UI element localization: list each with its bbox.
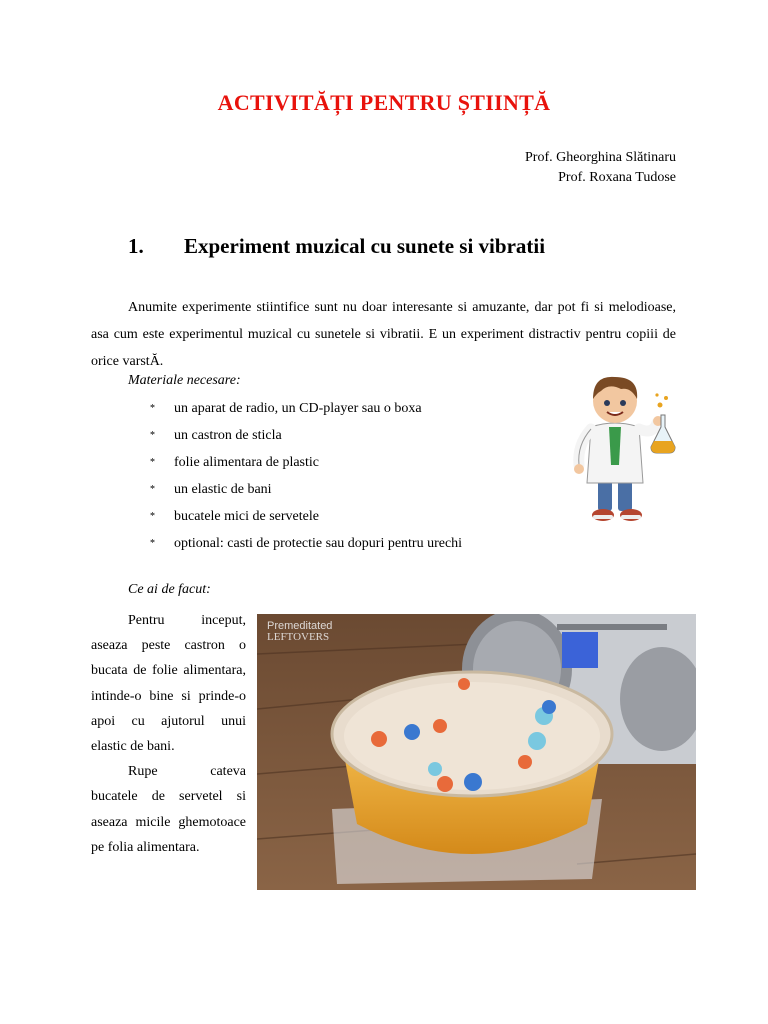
asterisk-bullet-icon: *: [150, 403, 155, 414]
list-item-text: bucatele mici de servetele: [174, 509, 319, 524]
asterisk-bullet-icon: *: [150, 484, 155, 495]
author-name: Prof. Gheorghina Slătinaru: [525, 150, 676, 165]
scientist-cartoon-illustration: [565, 365, 680, 525]
step-paragraph: Pentru inceput, aseaza peste castron o bucata de folie alimentara, intinde-o bine si prinde-o apoi cu ajutorul unui elastic de bani.: [91, 613, 246, 755]
asterisk-bullet-icon: *: [150, 457, 155, 468]
section-title: Experiment muzical cu sunete si vibratii: [184, 234, 546, 258]
author-name: Prof. Roxana Tudose: [558, 170, 676, 185]
list-item-text: un elastic de bani: [174, 482, 272, 497]
photo-watermark: Premeditated: [267, 620, 333, 632]
list-item: [150, 476, 462, 503]
steps-heading: Ce ai de facut:: [128, 582, 211, 597]
photo-watermark: LEFTOVERS: [267, 631, 330, 643]
materials-list: [150, 395, 462, 557]
list-item: [150, 503, 462, 530]
steps-text: [91, 608, 246, 860]
asterisk-bullet-icon: *: [150, 538, 155, 549]
list-item: [150, 449, 462, 476]
step-paragraph: Rupe cateva bucatele de servetel si aseaza micile ghemotoace pe folia alimentara.: [91, 764, 246, 855]
intro-paragraph: Anumite experimente stiintifice sunt nu doar interesante si amuzante, dar pot fi si melodioase, asa cum este experimentul muzical cu sunetele si vibratii. E un experiment distractiv pentru copiii de orice varstĂ.: [91, 300, 676, 369]
asterisk-bullet-icon: *: [150, 511, 155, 522]
page-title: ACTIVITĂȚI PENTRU ȘTIINȚĂ: [217, 90, 551, 115]
asterisk-bullet-icon: *: [150, 430, 155, 441]
list-item-text: un aparat de radio, un CD-player sau o boxa: [174, 401, 422, 416]
list-item: [150, 530, 462, 557]
materials-heading: Materiale necesare:: [128, 373, 241, 388]
list-item: [150, 422, 462, 449]
list-item: [150, 395, 462, 422]
section-number: 1.: [128, 234, 144, 258]
list-item-text: folie alimentara de plastic: [174, 455, 319, 470]
experiment-photo: [257, 614, 696, 890]
list-item-text: optional: casti de protectie sau dopuri pentru urechi: [174, 536, 463, 551]
list-item-text: un castron de sticla: [174, 428, 282, 443]
